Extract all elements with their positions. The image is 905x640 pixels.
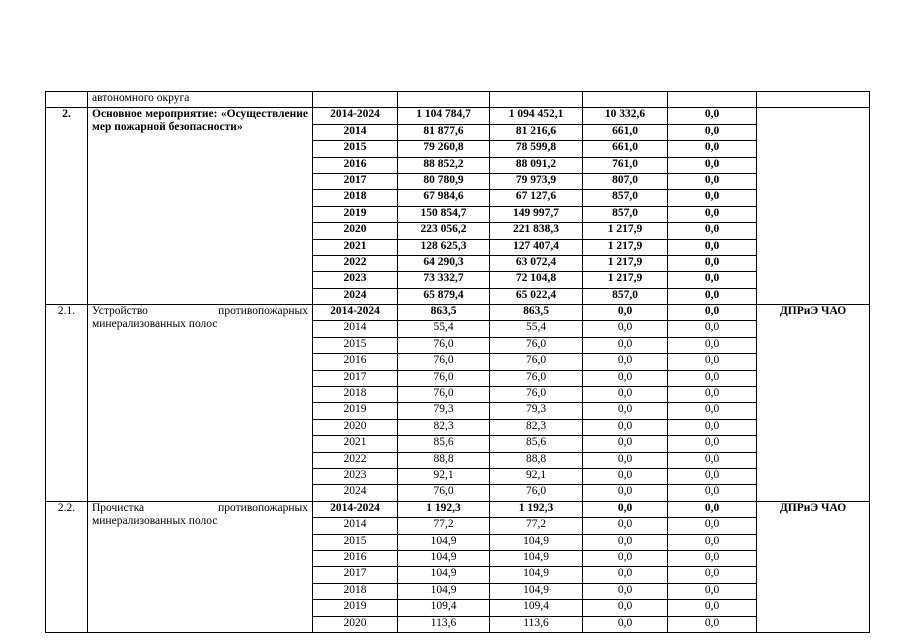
cell-c4: 0,0 — [668, 534, 757, 550]
cell-total: 79 260,8 — [398, 141, 490, 157]
section-number: 2.2. — [46, 501, 88, 632]
cell-total: 863,5 — [398, 305, 490, 321]
cell-c3: 857,0 — [583, 206, 668, 222]
cell-c3: 661,0 — [583, 124, 668, 140]
cell-c2: 76,0 — [490, 370, 583, 386]
cell-c4: 0,0 — [668, 173, 757, 189]
cell-total: 104,9 — [398, 583, 490, 599]
cell-c2: 67 127,6 — [490, 190, 583, 206]
cell-c2: 81 216,6 — [490, 124, 583, 140]
cell-name: автономного округа — [88, 92, 313, 108]
cell-period: 2016 — [313, 354, 398, 370]
cell-period: 2019 — [313, 403, 398, 419]
cell-period: 2019 — [313, 600, 398, 616]
cell-c2: 1 094 452,1 — [490, 108, 583, 124]
cell-total: 92,1 — [398, 468, 490, 484]
cell-c3: 0,0 — [583, 616, 668, 632]
cell-c2: 72 104,8 — [490, 272, 583, 288]
cell-period: 2017 — [313, 370, 398, 386]
cell-period: 2022 — [313, 452, 398, 468]
cell-c3: 0,0 — [583, 468, 668, 484]
cell-c4: 0,0 — [668, 419, 757, 435]
table-row — [46, 305, 870, 321]
cell-total: 76,0 — [398, 354, 490, 370]
cell-c2: 863,5 — [490, 305, 583, 321]
cell-c4: 0,0 — [668, 550, 757, 566]
cell-period: 2014 — [313, 321, 398, 337]
cell-c4: 0,0 — [668, 239, 757, 255]
cell-c2: 104,9 — [490, 534, 583, 550]
cell-total: 104,9 — [398, 550, 490, 566]
cell-total: 104,9 — [398, 534, 490, 550]
responsible-executor: ДПРиЭ ЧАО — [757, 501, 870, 632]
section-name: Прочистка противопожарных минерализованных полос — [88, 501, 313, 632]
cell-c3: 0,0 — [583, 354, 668, 370]
cell-c2: 92,1 — [490, 468, 583, 484]
cell-c3: 0,0 — [583, 583, 668, 599]
cell-total: 128 625,3 — [398, 239, 490, 255]
cell-c4: 0,0 — [668, 387, 757, 403]
cell-c2: 76,0 — [490, 387, 583, 403]
cell-c4: 0,0 — [668, 305, 757, 321]
cell-total: 113,6 — [398, 616, 490, 632]
cell-c4: 0,0 — [668, 567, 757, 583]
cell-c2: 76,0 — [490, 337, 583, 353]
cell-total: 81 877,6 — [398, 124, 490, 140]
cell-c3: 661,0 — [583, 141, 668, 157]
cell-c4: 0,0 — [668, 223, 757, 239]
cell-c3: 1 217,9 — [583, 239, 668, 255]
cell-c2: 77,2 — [490, 518, 583, 534]
cell-c3: 1 217,9 — [583, 255, 668, 271]
section-number: 2. — [46, 108, 88, 305]
cell-c4: 0,0 — [668, 337, 757, 353]
cell-period: 2018 — [313, 583, 398, 599]
cell-c2: 127 407,4 — [490, 239, 583, 255]
cell-total: 104,9 — [398, 567, 490, 583]
cell-total: 67 984,6 — [398, 190, 490, 206]
table-row — [46, 108, 870, 124]
cell-c2: 65 022,4 — [490, 288, 583, 304]
cell-period: 2021 — [313, 239, 398, 255]
cell-total: 64 290,3 — [398, 255, 490, 271]
cell-c4: 0,0 — [668, 321, 757, 337]
cell-c3: 0,0 — [583, 501, 668, 517]
cell-period: 2018 — [313, 387, 398, 403]
cell-c4: 0,0 — [668, 141, 757, 157]
cell-c3: 1 217,9 — [583, 223, 668, 239]
cell-c2: 63 072,4 — [490, 255, 583, 271]
section-number: 2.1. — [46, 305, 88, 502]
cell-c3: 0,0 — [583, 485, 668, 501]
cell-c3: 0,0 — [583, 550, 668, 566]
cell-c4: 0,0 — [668, 403, 757, 419]
cell-c3: 0,0 — [583, 403, 668, 419]
cell-c3: 0,0 — [583, 600, 668, 616]
cell-c2: 76,0 — [490, 485, 583, 501]
cell-c4: 0,0 — [668, 272, 757, 288]
cell-c3: 857,0 — [583, 288, 668, 304]
cell-c4: 0,0 — [668, 436, 757, 452]
cell-c2: 109,4 — [490, 600, 583, 616]
cell-total: 76,0 — [398, 337, 490, 353]
section-name: Основное мероприятие: «Осуществление мер пожарной безопасности» — [88, 108, 313, 305]
cell-total: 76,0 — [398, 370, 490, 386]
cell-total: 82,3 — [398, 419, 490, 435]
cell-total: 88,8 — [398, 452, 490, 468]
cell-total: 73 332,7 — [398, 272, 490, 288]
cell-period: 2016 — [313, 550, 398, 566]
cell-c3: 1 217,9 — [583, 272, 668, 288]
cell-c4: 0,0 — [668, 157, 757, 173]
cell-c4: 0,0 — [668, 452, 757, 468]
cell-period: 2018 — [313, 190, 398, 206]
cell-period: 2020 — [313, 616, 398, 632]
cell-no — [46, 92, 88, 108]
cell-total: 150 854,7 — [398, 206, 490, 222]
cell-total: 77,2 — [398, 518, 490, 534]
cell-c4: 0,0 — [668, 206, 757, 222]
cell-c3: 0,0 — [583, 419, 668, 435]
cell-c2: 79 973,9 — [490, 173, 583, 189]
cell-c2: 1 192,3 — [490, 501, 583, 517]
cell-total: 223 056,2 — [398, 223, 490, 239]
cell-c4: 0,0 — [668, 124, 757, 140]
cell-c4: 0,0 — [668, 354, 757, 370]
cell-c3: 0,0 — [583, 321, 668, 337]
cell-period: 2014-2024 — [313, 108, 398, 124]
cell-period: 2017 — [313, 173, 398, 189]
cell-c4: 0,0 — [668, 370, 757, 386]
cell-total: 65 879,4 — [398, 288, 490, 304]
cell-period: 2023 — [313, 468, 398, 484]
cell-c4: 0,0 — [668, 468, 757, 484]
cell-c2: 221 838,3 — [490, 223, 583, 239]
cell-c2: 82,3 — [490, 419, 583, 435]
cell-period: 2020 — [313, 419, 398, 435]
cell-total: 76,0 — [398, 485, 490, 501]
cell-c4: 0,0 — [668, 616, 757, 632]
table-body — [46, 92, 870, 633]
cell-c2: 149 997,7 — [490, 206, 583, 222]
cell-total: 55,4 — [398, 321, 490, 337]
cell-total: 1 192,3 — [398, 501, 490, 517]
section-name: Устройство противопожарных минерализованных полос — [88, 305, 313, 502]
cell-period: 2019 — [313, 206, 398, 222]
cell-c4: 0,0 — [668, 518, 757, 534]
table-row — [46, 501, 870, 517]
cell-total: 76,0 — [398, 387, 490, 403]
budget-table — [45, 91, 870, 633]
cell-c2: 104,9 — [490, 567, 583, 583]
cell-c2: 88 091,2 — [490, 157, 583, 173]
cell-c2: 88,8 — [490, 452, 583, 468]
cell-c2: 78 599,8 — [490, 141, 583, 157]
cell-c2: 113,6 — [490, 616, 583, 632]
cell-period: 2015 — [313, 337, 398, 353]
responsible-executor — [757, 108, 870, 305]
cell-period: 2015 — [313, 141, 398, 157]
cell-total: 79,3 — [398, 403, 490, 419]
cell-period: 2014-2024 — [313, 305, 398, 321]
cell-c3: 807,0 — [583, 173, 668, 189]
cell-c3: 0,0 — [583, 387, 668, 403]
cell-c2: 104,9 — [490, 550, 583, 566]
cell-c3: 0,0 — [583, 337, 668, 353]
cell-period: 2014-2024 — [313, 501, 398, 517]
cell-c4: 0,0 — [668, 583, 757, 599]
cell-c2: 79,3 — [490, 403, 583, 419]
cell-period: 2021 — [313, 436, 398, 452]
cell-period: 2014 — [313, 518, 398, 534]
cell-c3: 0,0 — [583, 518, 668, 534]
cell-period: 2024 — [313, 288, 398, 304]
cell-period: 2014 — [313, 124, 398, 140]
cell-period: 2016 — [313, 157, 398, 173]
cell-c4: 0,0 — [668, 190, 757, 206]
cell-period: 2015 — [313, 534, 398, 550]
cell-c4: 0,0 — [668, 288, 757, 304]
cell-c2: 104,9 — [490, 583, 583, 599]
cell-period: 2020 — [313, 223, 398, 239]
cell-c2: 85,6 — [490, 436, 583, 452]
cell-total: 1 104 784,7 — [398, 108, 490, 124]
cell-c3: 0,0 — [583, 436, 668, 452]
responsible-executor: ДПРиЭ ЧАО — [757, 305, 870, 502]
cell-c3: 0,0 — [583, 370, 668, 386]
cell-total: 88 852,2 — [398, 157, 490, 173]
cell-c3: 0,0 — [583, 567, 668, 583]
cell-c2: 76,0 — [490, 354, 583, 370]
cell-c3: 0,0 — [583, 305, 668, 321]
cell-period: 2017 — [313, 567, 398, 583]
cell-c3: 0,0 — [583, 534, 668, 550]
cell-c3: 857,0 — [583, 190, 668, 206]
cell-period: 2022 — [313, 255, 398, 271]
cell-period: 2024 — [313, 485, 398, 501]
cell-total: 109,4 — [398, 600, 490, 616]
cell-c4: 0,0 — [668, 600, 757, 616]
header-continuation-row — [46, 92, 870, 108]
cell-c3: 761,0 — [583, 157, 668, 173]
cell-c2: 55,4 — [490, 321, 583, 337]
cell-c3: 10 332,6 — [583, 108, 668, 124]
cell-c4: 0,0 — [668, 485, 757, 501]
cell-c4: 0,0 — [668, 255, 757, 271]
cell-total: 85,6 — [398, 436, 490, 452]
cell-total: 80 780,9 — [398, 173, 490, 189]
cell-c4: 0,0 — [668, 108, 757, 124]
cell-c4: 0,0 — [668, 501, 757, 517]
cell-c3: 0,0 — [583, 452, 668, 468]
cell-period: 2023 — [313, 272, 398, 288]
